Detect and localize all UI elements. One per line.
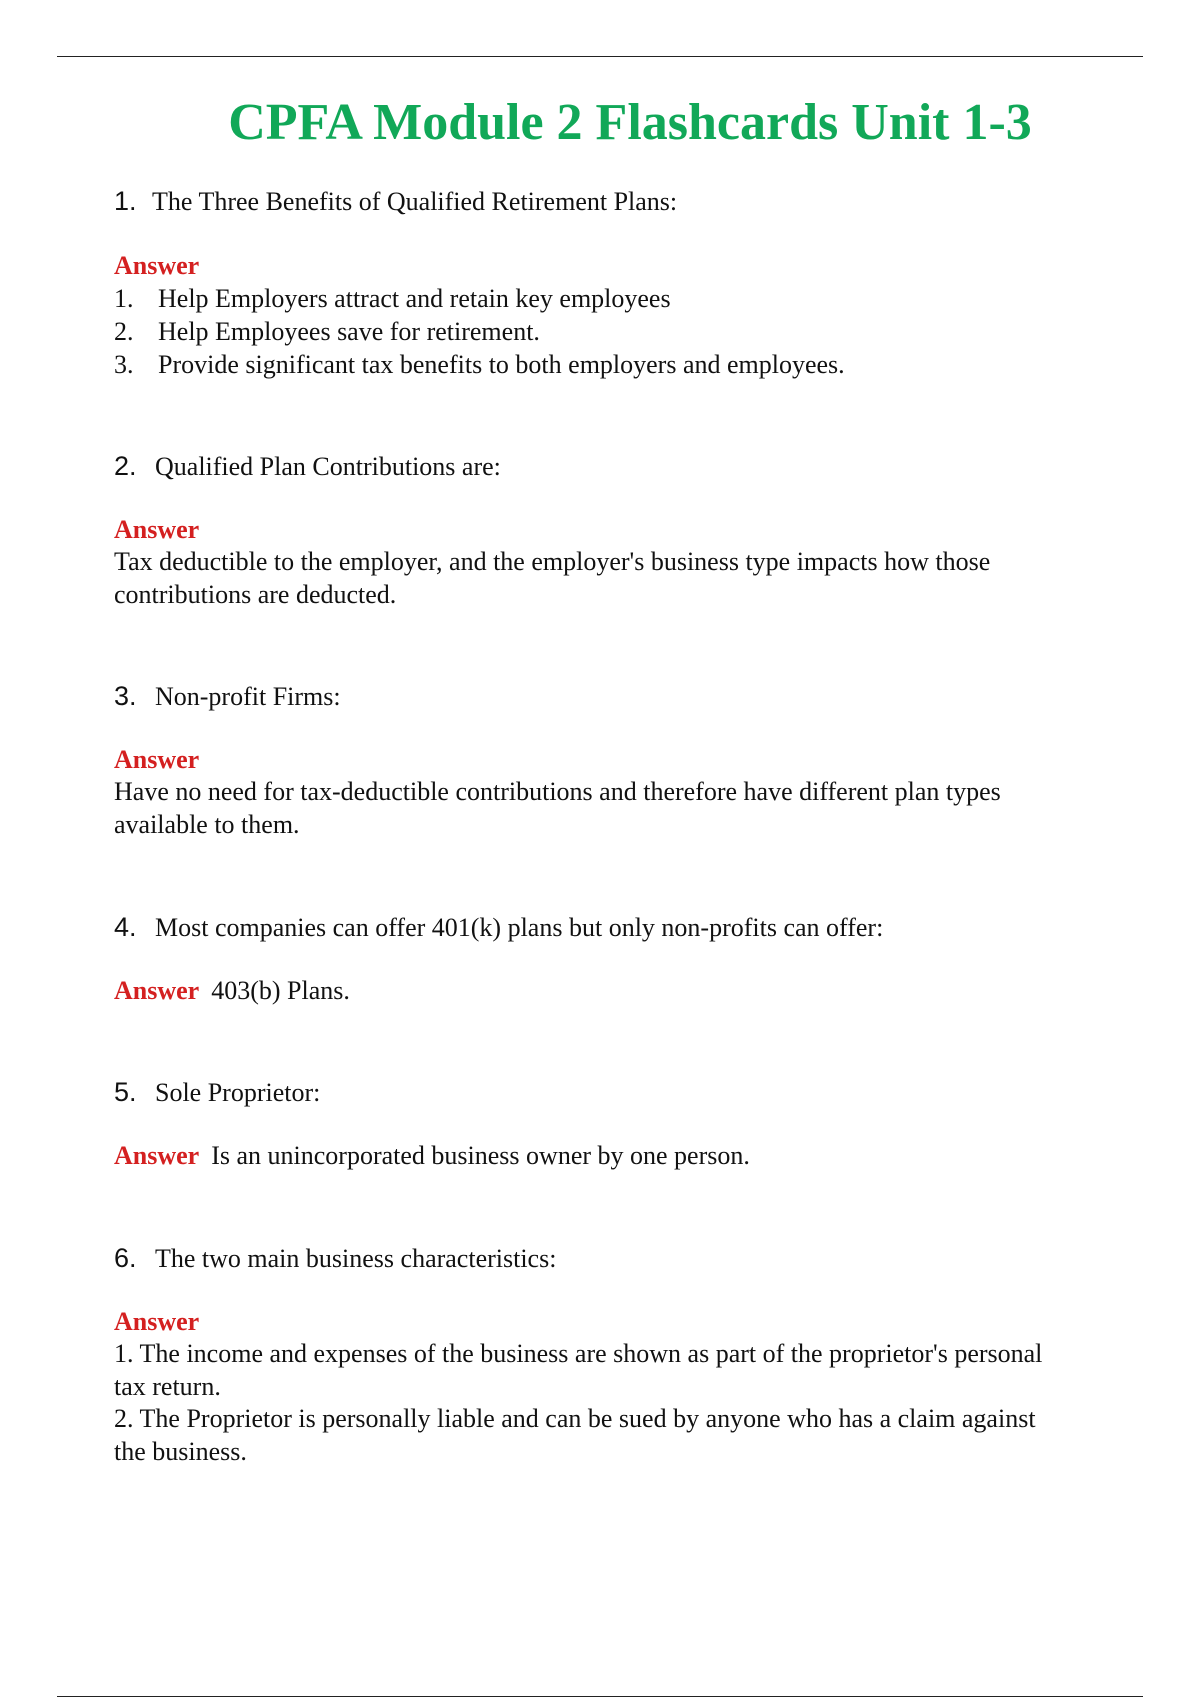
question	[114, 680, 1124, 713]
flashcard-1	[114, 185, 1124, 381]
answer-text: Is an unincorporated business owner by one person.	[211, 1141, 750, 1170]
answer-list-item: 3. Provide significant tax benefits to both employers and employees.	[114, 350, 845, 379]
question-number: 3.	[114, 681, 137, 711]
bottom-rule	[57, 1696, 1143, 1697]
answer-text: Tax deductible to the employer, and the employer's business type impacts how those contributions are deducted.	[114, 547, 991, 609]
answer-label: Answer	[114, 251, 200, 280]
answer-label: Answer	[114, 745, 200, 774]
question-number: 6.	[114, 1243, 137, 1273]
answer-text: 1. The income and expenses of the business are shown as part of the proprietor's personal tax return. 2. The Proprietor is personally liable and can be sued by anyone who has a claim against the business.	[114, 1339, 1043, 1466]
question-number: 4.	[114, 912, 137, 942]
question-number: 5.	[114, 1077, 137, 1107]
question-text: Most companies can offer 401(k) plans but only non-profits can offer:	[155, 913, 884, 942]
document-title: CPFA Module 2 Flashcards Unit 1-3	[228, 93, 1032, 151]
question	[114, 185, 1124, 218]
answer-text: 403(b) Plans.	[211, 976, 350, 1005]
top-rule	[57, 56, 1143, 57]
question-number: 2.	[114, 451, 137, 481]
flashcard-6	[114, 1242, 1124, 1468]
question	[114, 1242, 1124, 1275]
answer-row	[114, 975, 1124, 1007]
answer-label: Answer	[114, 1307, 200, 1336]
answer-list	[114, 282, 1124, 381]
question-text: Qualified Plan Contributions are:	[155, 452, 501, 481]
answer-label: Answer	[114, 515, 200, 544]
answer-text: Have no need for tax-deductible contributions and therefore have different plan types available to them.	[114, 777, 1001, 839]
flashcard-2	[114, 450, 1124, 611]
question-text: Sole Proprietor:	[155, 1078, 321, 1107]
answer-list-item: 2. Help Employees save for retirement.	[114, 317, 540, 346]
answer-list-item: 1. Help Employers attract and retain key employees	[114, 284, 671, 313]
question	[114, 911, 1124, 944]
flashcard-3	[114, 680, 1124, 841]
question-text: Non-profit Firms:	[155, 682, 341, 711]
question	[114, 1076, 1124, 1109]
answer-label: Answer	[114, 976, 200, 1005]
answer-row	[114, 1140, 1124, 1172]
question	[114, 450, 1124, 483]
answer-label: Answer	[114, 1141, 200, 1170]
question-number: 1.	[114, 186, 137, 216]
flashcard-4	[114, 911, 1124, 1007]
flashcard-5	[114, 1076, 1124, 1172]
question-text: The two main business characteristics:	[155, 1244, 557, 1273]
question-text: The Three Benefits of Qualified Retirement Plans:	[152, 187, 678, 216]
